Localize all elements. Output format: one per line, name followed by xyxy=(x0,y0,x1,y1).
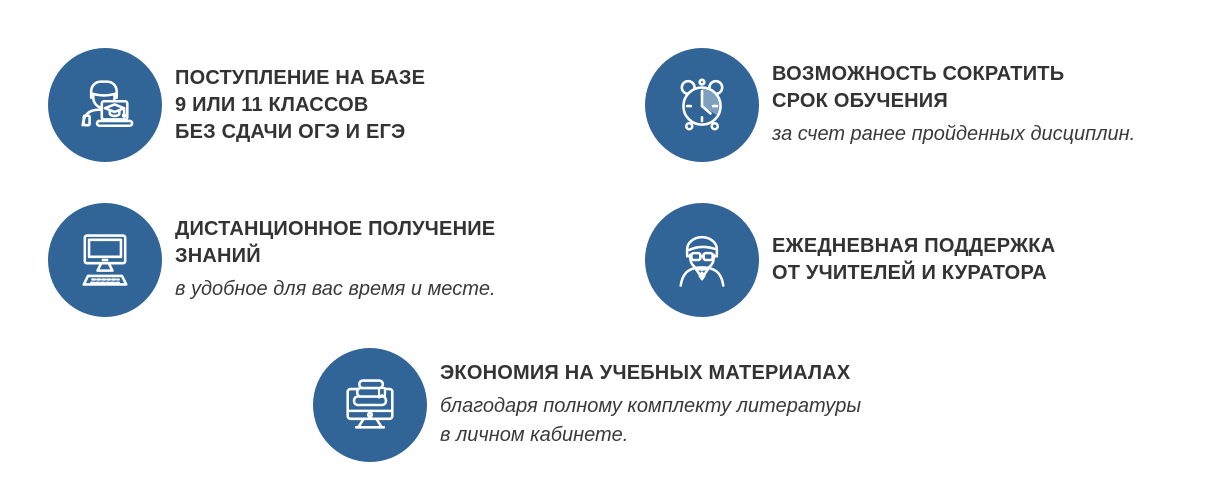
feature-icon-badge xyxy=(645,48,759,162)
feature-icon-badge xyxy=(48,203,162,317)
feature-icon-badge xyxy=(313,348,427,462)
feature-daily-support xyxy=(645,203,1055,317)
feature-title-line: ЗНАНИЙ xyxy=(175,245,261,267)
feature-subtitle-line: за счет ранее пройденных дисциплин. xyxy=(772,123,1136,145)
feature-title-line: 9 ИЛИ 11 КЛАССОВ xyxy=(175,93,369,116)
feature-title-line: СРОК ОБУЧЕНИЯ xyxy=(772,90,948,112)
feature-text xyxy=(440,360,861,450)
books-on-screen-icon xyxy=(336,371,404,439)
alarm-clock-icon xyxy=(668,71,736,139)
feature-text xyxy=(772,233,1055,287)
feature-subtitle xyxy=(772,120,1135,149)
feature-title xyxy=(175,65,425,146)
feature-shorten-term xyxy=(645,48,1135,162)
feature-icon-badge xyxy=(48,48,162,162)
feature-title-line: ЭКОНОМИЯ НА УЧЕБНЫХ МАТЕРИАЛАХ xyxy=(440,362,851,384)
feature-subtitle-line: в удобное для вас время и месте. xyxy=(175,278,496,300)
teacher-icon xyxy=(668,226,736,294)
feature-title-line: ВОЗМОЖНОСТЬ СОКРАТИТЬ xyxy=(772,63,1065,85)
feature-title xyxy=(175,216,496,270)
feature-title xyxy=(772,61,1135,115)
feature-text xyxy=(175,65,425,146)
feature-text xyxy=(175,216,496,304)
feature-title xyxy=(772,233,1055,287)
feature-subtitle xyxy=(175,275,496,304)
feature-title-line: ОТ УЧИТЕЛЕЙ И КУРАТОРА xyxy=(772,262,1047,284)
feature-icon-badge xyxy=(645,203,759,317)
feature-title xyxy=(440,360,861,387)
feature-distance-learning xyxy=(48,203,496,317)
feature-title-line: ПОСТУПЛЕНИЕ НА БАЗЕ xyxy=(175,66,426,89)
feature-material-savings xyxy=(313,348,861,462)
feature-title-line: ЕЖЕДНЕВНАЯ ПОДДЕРЖКА xyxy=(772,235,1056,257)
desktop-computer-icon xyxy=(71,226,139,294)
feature-subtitle-line: в личном кабинете. xyxy=(440,424,629,446)
feature-title-line: БЕЗ СДАЧИ ОГЭ И ЕГЭ xyxy=(175,120,406,143)
feature-text xyxy=(772,61,1135,149)
feature-admission xyxy=(48,48,425,162)
feature-title-line: ДИСТАНЦИОННОЕ ПОЛУЧЕНИЕ xyxy=(175,218,496,240)
feature-subtitle-line: благодаря полному комплекту литературы xyxy=(440,395,862,417)
student-laptop-icon xyxy=(71,71,139,139)
feature-subtitle xyxy=(440,392,861,450)
